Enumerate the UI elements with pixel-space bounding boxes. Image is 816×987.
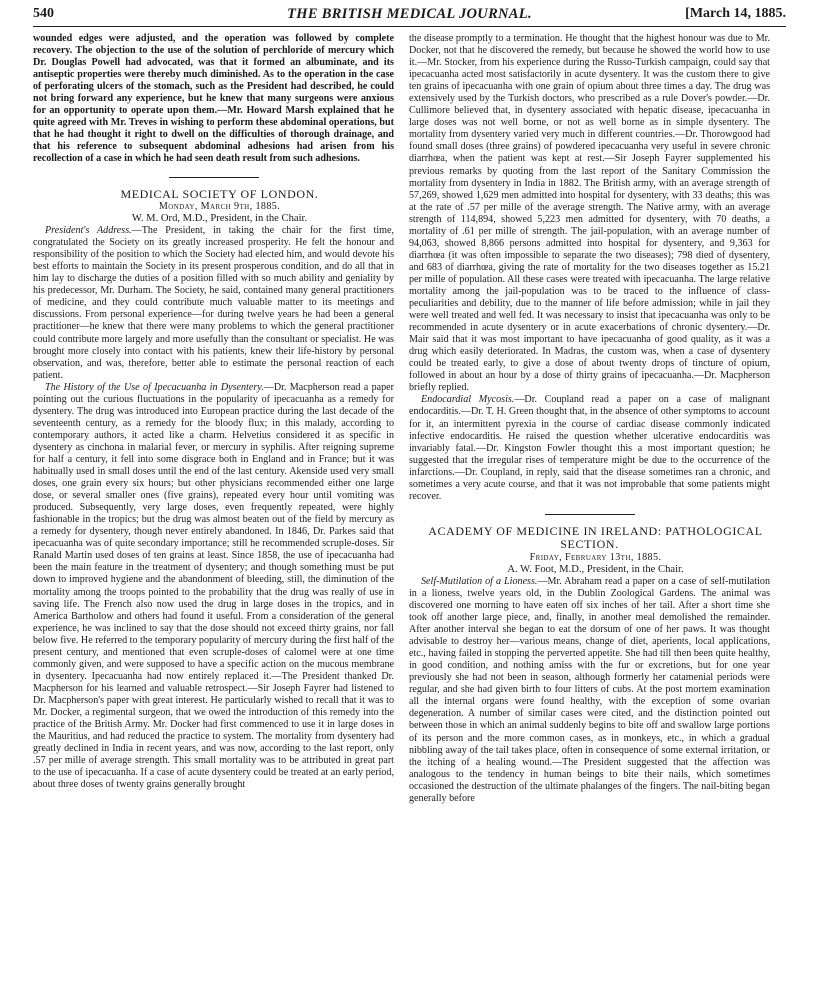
right-column [409,33,770,983]
running-header [33,0,786,27]
meeting-chair: A. W. Foot, M.D., President, in the Chair. [507,563,684,575]
paragraph-text: —Mr. Abraham read a paper on a case of self-mutilation in a lioness, twelve years old, in the Dublin Zoological Gardens. The animal was discovered one morning to have eaten off six inches of her tail. After a short time she took off another large piece, and, finally, in another meal demolished the remainder. After another interval she began to eat the dorsum of one of her paws. It was thought advisable to destroy her—various means, change of diet, aperients, local applications, etc., having failed in stopping the perverted appetite. She had till then been quite healthy, in good condition, and nothing amiss with the fur or excretions, but for one year previously she had not been in season, although formerly her catamenial periods were regular, and she had given birth to four litters of cubs. At the post mortem examination all the internal organs were found healthy, with the exception of some ovarian degeneration. A number of similar cases were cited, and the distinction pointed out between those in which an animal suddenly begins to bite off and swallow large portions of its person and the more common cases, as in monkeys, etc., in which a gradual nibbling away of the tail takes place, often in consequence of some external irritation, or the itching of a healing wound.—The President suggested that the affection was analogous to the tendency in human beings to bite their nails, which sometimes occasioned the destruction of the ultimate phalanges of the fingers. The nail-biting began generally before [409,575,770,804]
section-heading-medical-society: MEDICAL SOCIETY OF LONDON. [120,186,319,201]
section-divider [169,177,259,178]
paragraph-ipecacuanha-history [33,382,394,792]
meeting-date: Monday, March 9th, 1885. [158,201,281,213]
paragraph-discussion-end: wounded edges were adjusted, and the operation was followed by complete recovery. The objection to the use of the solution of perchloride of mercury which Dr. Douglas Powell had advocated, was that it formed an albuminate, and its antiseptic properties were thereby much diminished. As to the operation in the case of perforating ulcers of the stomach, such as the President had described, he could not bring forward any experience, but he knew that many surgeons were anxious for an opportunity to operate upon them.—Mr. Howard Marsh explained that he quite agreed with Mr. Treves in wishing to perform these abdominal operations, but that he had thought it right to dwell on the difficulties of thorough drainage, and that his reference to subsequent abdominal adhesions had arisen from his recollection of a case in which he had seen death result from such adhesions. [33,33,394,165]
paragraph-presidents-address [33,225,394,382]
paragraph-text: —Dr. Coupland read a paper on a case of malignant endocarditis.—Dr. T. H. Green thought that, in the absence of other symptoms to account for it, an intermittent pyrexia in the course of cardiac disease commonly indicated infective endocarditis. He raised the question whether ulcerative endocarditis was invariably fatal.—Dr. Kingston Fowler thought this a most important question; he suggested that the irregular rises of temperature might be due to the occurrence of the infarctions.—Dr. Coupland, in reply, said that the disease sometimes ran a chronic, and sometimes a very acute course, and that it was not improbable that some patients might recover. [409,394,770,502]
section-divider [545,514,635,515]
paragraph-endocardial-mycosis [409,394,770,502]
subsection-title: Self-Mutilation of a Lioness. [421,575,538,587]
paragraph-text: —The President, in taking the chair for the first time, congratulated the Society on its greatly increased prosperity. He felt the honour and responsibility of the position to which the Society had elected him, and would devote his best efforts to maintain the Society in its present prosperous condition, and do all that in him lay to discharge the duties of a position filled with so much ability and geniality by his predecessor, Mr. Durham. The Society, he said, contained many general practitioners of medicine, and they could contribute much valuable matter to its meetings and discussions. From personal experience—for during twelve years he had been a general practitioner—he knew that there were many problems to which the general practitioner could contribute more largely and more usefully than the consultant or specialist. He was brought more closely into contact with his patients, knew their life-history by personal observation, and was, therefore, better able to estimate the personal reaction of each patient. [33,225,394,381]
subsection-title: President's Address. [45,225,132,237]
paragraph-lioness [409,576,770,805]
paragraph-discussion-continued: the disease promptly to a termination. He thought that the highest honour was due to Mr. Docker, not that he discovered the remedy, but because he showed the world how to use it.—Mr. Stocker, from his experience during the Russo-Turkish campaign, could say that ipecacuanha acted most satisfactorily in acute dysentery. It was the custom there to give ten grains of ipecacuanha with one grain of opium about three times a day. The drug was extensively used by the Turkish doctors, who prescribed as a rule Dover's powder.—Dr. Cullimore believed that, in dysentery associated with hepatic disease, ipecacuanha in large doses was not well borne, or not as well borne as in simple dysentery. The mortality from dysentery varied very much in different countries.—Dr. Thorowgood had found small doses (three grains) of powdered ipecacuanha very useful in severe chronic diarrhœa, when the patient was kept at rest.—Sir Joseph Fayrer supplemented his previous remarks by quoting from the last report of the Sanitary Commission the mortality from dysentery in India in 1882. The British army, with an average strength of 57,269, showed 1,629 men admitted into hospital for dysentery, with 33 deaths; this was at the rate of .57 per mille of the average strength. The Native army, with an average strength of 114,894, showed 5,223 men admitted for dysentery, with 70 deaths, a mortality of .61 per mille of strength. The jail-population, with an average number of 94,063, showed 8,866 persons admitted into hospital for dysentery, and 9,363 for diarrhœa (it was often impossible to separate the two diseases); 798 died of dysentery, and 683 of diarrhœa, giving the rate of mortality for the two diseases together as 15.21 per mille of population. All these cases were treated with ipecacuanha. The large relative mortality among the jail-population was to be traced to the influence of class-peculiarities and debility, due to the manner of life before admission; while in jail they were well treated and well fed. It was necessary to insist that ipecacuanha was only to be recommended in acute dysentery or in acute exacerbations of chronic dysentery.—Dr. Mair said that it was most important to have ipecacuanha of good quality, as it was a drug which easily deteriorated. In Madras, the custom was, when a case of dysentery could be treated early, to give a dose of about twenty drops of tincture of opium, followed in about an hour by a dose of thirty grains of ipecacuanha.—Dr. Macpherson briefly replied. [409,33,770,394]
section-heading-academy: ACADEMY OF MEDICINE IN IRELAND: PATHOLOGICAL SECTION. [428,523,763,552]
left-column [33,33,394,983]
paragraph-text: —Dr. Macpherson read a paper pointing out the curious fluctuations in the popularity of ipecacuanha as a remedy for dysentery. The drug was introduced into European practice during the last decade of the seventeenth century, as a remedy for the bloody flux; in this malady, according to contemporary authors, it acted like a charm. Helvetius considered it as specific in dysentery as cinchona in malarial fever, or mercury in syphilis. After reigning supreme for half a century, it fell into some disgrace both in England and in France; but it was habitually used in small doses until the end of the last century. Akenside used very small doses, one grain every six hours; but other physicians recommended either one large dose, or several smaller ones (five grains), repeated every hour until vomiting was produced. Subsequently, very large doses, even frequently repeated, were highly fashionable in the tropics; but the drug was almost beaten out of the field by mercury as a remedy for dysentery, though never entirely abandoned. In 1846, Dr. Parkes said that ipecacuanha was of quite secondary importance; still he recommended scruple-doses. Sir Ranald Martin used doses of ten grains at least. Since 1858, the use of ipecacuanha had been the main feature in the treatment of dysentery; and though something must be put down to improved hygiene and the abandonment of bleeding, still, the diminution of the mortality among the troops pointed to the probability that the drug was really of use in saving life. The French also now used the drug in large doses in the tropics, and in America Bartholow and others had found it useful. From a consideration of the general experience, he was inclined to say that the dose should not exceed thirty grains, nor fall below five. He referred to the temporary popularity of mercury during the first half of the present century, and mentioned that even scruple-doses of calomel were at one time commonly given, and were supposed to have a specific action on the mucous membrane in dysentery. Ipecacuanha had now entirely replaced it.—The President thanked Dr. Macpherson for his learned and valuable retrospect.—Sir Joseph Fayrer had listened to Dr. Macpherson's paper with great interest. He particularly wished to recall that it was to Mr. Docker, a regimental surgeon, that we owed the introduction of this remedy into the practice of the British Army. Mr. Docker had first commenced to use it in large doses in the Mauritius, and had reduced the practice to system. The mortality from dysentery had greatly declined in India in recent years, and was now, according to the last report, only .57 per mille of average strength. This small mortality was to be attributed in great part to the use of ipecacuanha. If a case of acute dysentery could be treated at an early period, about three doses of twenty grains generally brought [33,381,394,791]
meeting-date: Friday, February 13th, 1885. [529,551,662,563]
subsection-title: Endocardial Mycosis. [421,394,515,406]
page-number: 540 [33,6,54,21]
meeting-chair: W. M. Ord, M.D., President, in the Chair. [131,213,308,225]
journal-title: THE BRITISH MEDICAL JOURNAL. [287,6,532,22]
subsection-title: The History of the Use of Ipecacuanha in Dysentery. [45,381,264,393]
issue-date: [March 14, 1885. [685,6,786,21]
